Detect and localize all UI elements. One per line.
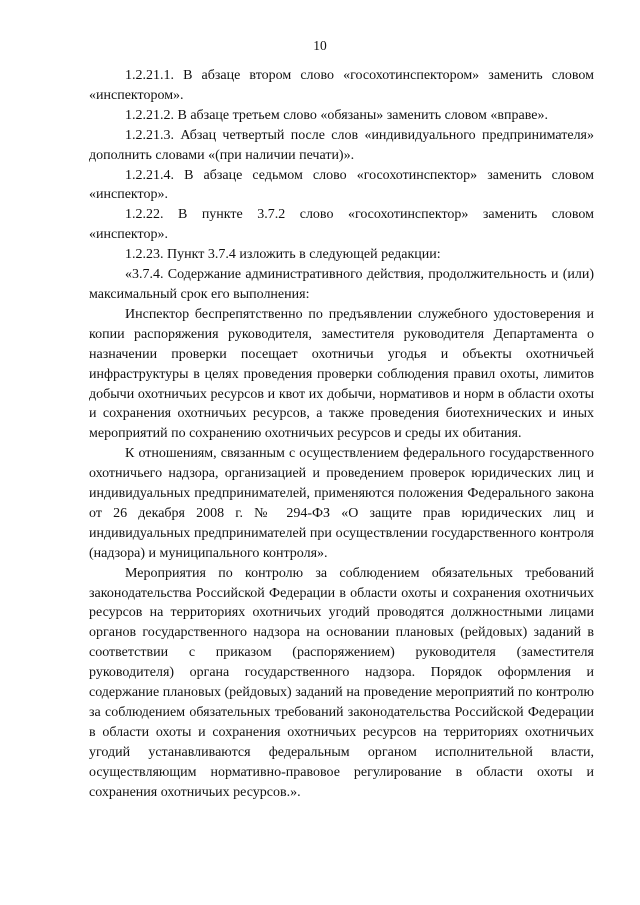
paragraph-1-2-21-4: 1.2.21.4. В абзаце седьмом слово «госохотинспектор» заменить словом «инспектор».	[89, 167, 594, 203]
page-number: 10	[313, 38, 327, 53]
paragraph-1-2-21-2: 1.2.21.2. В абзаце третьем слово «обязаны» заменить словом «вправе».	[125, 107, 548, 123]
paragraph-federal-law: К отношениям, связанным с осуществлением федерального государственного охотничьего надзора, организацией и проведением проверок юридических лиц и индивидуальных предпринимателей, применяются положения Федерального закона от 26 декабря 2008 г. № 294-ФЗ «О защите прав юридических лиц и индивидуальных предпринимателей при осуществлении государственного контроля (надзора) и муниципального контроля».	[89, 446, 594, 561]
paragraph-3-7-4-heading: «3.7.4. Содержание административного действия, продолжительность и (или) максимальный срок его выполнения:	[89, 267, 594, 302]
paragraph-1-2-22: 1.2.22. В пункте 3.7.2 слово «госохотинспектор» заменить словом «инспектор».	[89, 207, 594, 243]
paragraph-1-2-21-1: 1.2.21.1. В абзаце втором слово «госохотинспектором» заменить словом «инспектором».	[89, 68, 594, 103]
paragraph-inspector-rights: Инспектор беспрепятственно по предъявлении служебного удостоверения и копии распоряжения руководителя, заместителя руководителя Департамента о назначении проверки посещает охотничьи угодья и объекты охотничьей инфраструктуры в целях проведения проверки соблюдения правил охоты, лимитов добычи охотничьих ресурсов и квот их добычи, нормативов и норм в области охоты и сохранения охотничьих ресурсов, а также проведения биотехнических и иных мероприятий по сохранению охотничьих ресурсов и среды их обитания.	[89, 306, 594, 442]
document-body	[89, 66, 594, 803]
paragraph-control-measures: Мероприятия по контролю за соблюдением обязательных требований законодательства Российской Федерации в области охоты и сохранения охотничьих ресурсов на территориях охотничьих угодий проводятся должностными лицами органов государственного надзора на основании плановых (рейдовых) заданий в соответствии с приказом (распоряжением) руководителя (заместителя руководителя) органа государственного надзора. Порядок оформления и содержание плановых (рейдовых) заданий на проведение мероприятий по контролю за соблюдением обязательных требований законодательства Российской Федерации в области охоты и сохранения охотничьих ресурсов на территориях охотничьих угодий устанавливаются федеральным органом исполнительной власти, осуществляющим нормативно-правовое регулирование в области охоты и сохранения охотничьих ресурсов.».	[89, 565, 594, 800]
paragraph-1-2-21-3: 1.2.21.3. Абзац четвертый после слов «индивидуального предпринимателя» дополнить словами «(при наличии печати)».	[89, 127, 594, 163]
paragraph-1-2-23: 1.2.23. Пункт 3.7.4 изложить в следующей редакции:	[125, 247, 441, 263]
